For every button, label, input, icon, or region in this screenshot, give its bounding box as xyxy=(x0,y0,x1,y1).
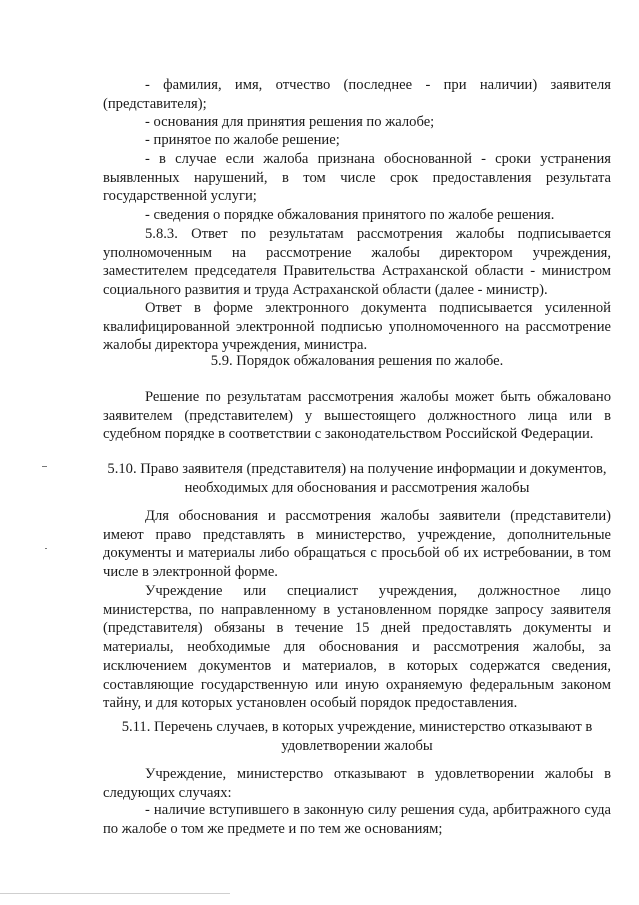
list-item-applicant-name: - фамилия, имя, отчество (последнее - при наличии) заявителя (представителя); xyxy=(103,77,611,112)
list-item-grounds: - основания для принятия решения по жалобе; xyxy=(145,114,435,130)
section-heading-5-9: 5.9. Порядок обжалования решения по жалобе. xyxy=(210,353,504,369)
paragraph-right-to-documents: Для обоснования и рассмотрения жалобы заявители (представители) имеют право представлять в министерство, учреждение, дополнительные документы и материалы либо обращаться с просьбой об их истребовании, в том числе в электронной форме. xyxy=(103,508,611,581)
list-item-deadlines: - в случае если жалоба признана обоснованной - сроки устранения выявленных нарушений, в том числе срок предоставления результата государственной услуги; xyxy=(103,151,611,205)
page-edge-line xyxy=(0,893,230,894)
paragraph-appeal-decision: Решение по результатам рассмотрения жалобы может быть обжаловано заявителем (представителем) у вышестоящего должностного лица или в судебном порядке в соответствии с законодательством Российской Федерации. xyxy=(103,389,611,443)
paragraph-electronic-signature: Ответ в форме электронного документа подписывается усиленной квалифицированной электронной подписью уполномоченного на рассмотрение жалобы директора учреждения, министра. xyxy=(103,300,611,354)
scan-mark xyxy=(45,548,47,549)
scan-mark xyxy=(42,466,47,467)
section-heading-5-11: 5.11. Перечень случаев, в которых учреждение, министерство отказывают в удовлетворении жалобы xyxy=(121,719,593,754)
list-item-decision: - принятое по жалобе решение; xyxy=(145,132,340,148)
paragraph-refusal-cases: Учреждение, министерство отказывают в удовлетворении жалобы в следующих случаях: xyxy=(103,766,611,801)
section-heading-5-10: 5.10. Право заявителя (представителя) на получение информации и документов, необходимых для обоснования и рассмотрения жалобы xyxy=(107,461,607,496)
paragraph-5-8-3: 5.8.3. Ответ по результатам рассмотрения жалобы подписывается уполномоченным на рассмотрение жалобы директором учреждения, заместителем председателя Правительства Астраханской области - министром социального развития и труда Астраханской области (далее - министр). xyxy=(103,226,611,299)
list-item-appeal-info: - сведения о порядке обжалования принятого по жалобе решения. xyxy=(145,207,555,223)
paragraph-obligation-15-days: Учреждение или специалист учреждения, должностное лицо министерства, по направленному в установленном порядке запросу заявителя (представителя) обязаны в течение 15 дней предоставлять документы и материалы, необходимые для обоснования и рассмотрения жалобы, за исключением документов и материалов, в которых содержатся сведения, составляющие государственную или иную охраняемую федеральным законом тайну, и для которых установлен особый порядок предоставления. xyxy=(103,583,611,712)
list-item-court-decision: - наличие вступившего в законную силу решения суда, арбитражного суда по жалобе о том же предмете и по тем же основаниям; xyxy=(103,802,611,837)
